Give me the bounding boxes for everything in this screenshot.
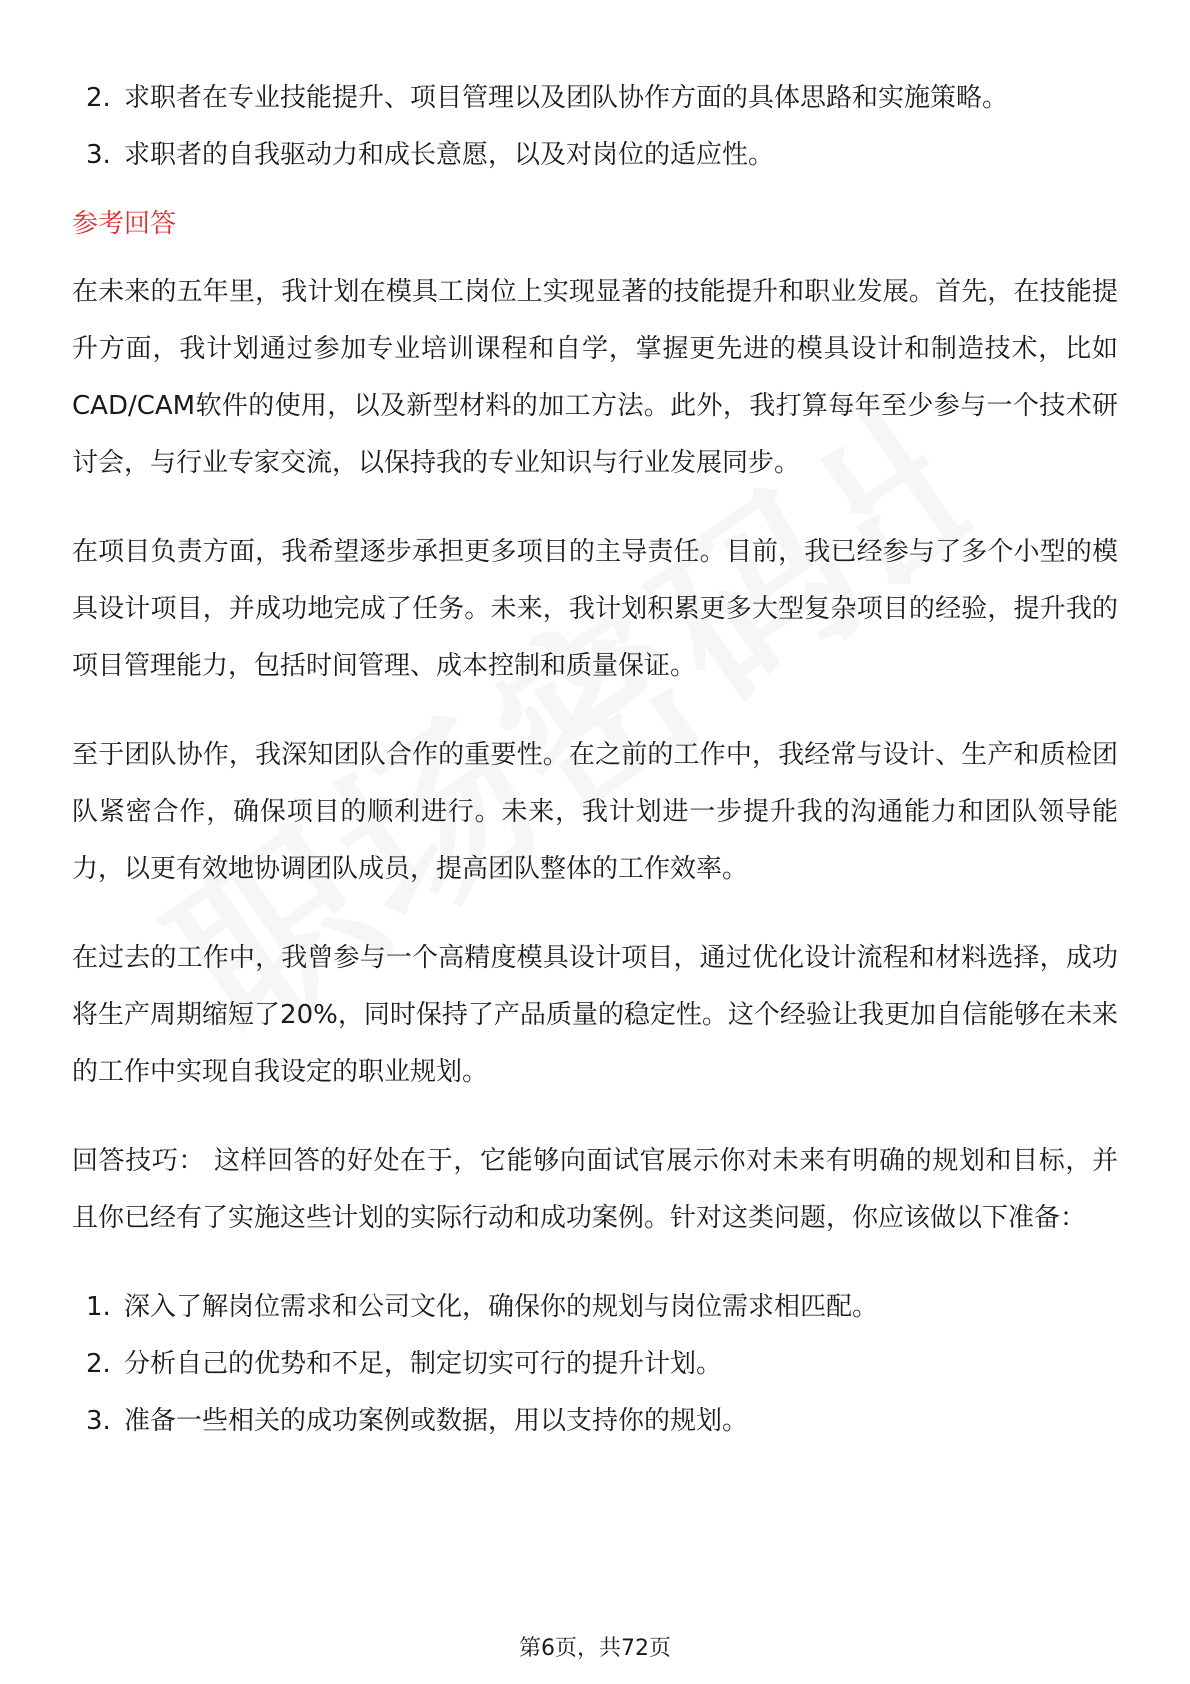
paragraph-skills: 在未来的五年里，我计划在模具工岗位上实现显著的技能提升和职业发展。首先，在技能提升方面，我计划通过参加专业培训课程和自学，掌握更先进的模具设计和制造技术，比如CAD/CAM软件的使用，以及新型材料的加工方法。此外，我打算每年至少参与一个技术研讨会，与行业专家交流，以保持我的专业知识与行业发展同步。: [72, 277, 1118, 478]
top-numbered-list: [72, 70, 1118, 184]
list-item-text: 准备一些相关的成功案例或数据，用以支持你的规划。: [124, 1406, 749, 1436]
list-item-number: 2.: [86, 83, 111, 113]
paragraph-answer-tips: 回答技巧： 这样回答的好处在于，它能够向面试官展示你对未来有明确的规划和目标，并且你已经有了实施这些计划的实际行动和成功案例。针对这类问题，你应该做以下准备：: [72, 1146, 1118, 1233]
list-item-number: 2.: [86, 1349, 111, 1379]
paragraph-projects: 在项目负责方面，我希望逐步承担更多项目的主导责任。目前，我已经参与了多个小型的模具设计项目，并成功地完成了任务。未来，我计划积累更多大型复杂项目的经验，提升我的项目管理能力，包括时间管理、成本控制和质量保证。: [72, 537, 1118, 681]
section-heading: 参考回答: [72, 209, 177, 239]
list-item-number: 3.: [86, 140, 111, 170]
paragraph-experience: 在过去的工作中，我曾参与一个高精度模具设计项目，通过优化设计流程和材料选择，成功将生产周期缩短了20%，同时保持了产品质量的稳定性。这个经验让我更加自信能够在未来的工作中实现自我设定的职业规划。: [72, 943, 1118, 1087]
page-footer: 第6页，共72页: [519, 1636, 671, 1661]
bottom-numbered-list: [72, 1279, 1118, 1450]
list-item-text: 深入了解岗位需求和公司文化，确保你的规划与岗位需求相匹配。: [124, 1292, 879, 1322]
list-item-number: 1.: [86, 1292, 111, 1322]
list-item: [72, 1279, 1118, 1336]
list-item-text: 分析自己的优势和不足，制定切实可行的提升计划。: [124, 1349, 723, 1379]
document-page: [72, 70, 1118, 1450]
paragraph-teamwork: 至于团队协作，我深知团队合作的重要性。在之前的工作中，我经常与设计、生产和质检团队紧密合作，确保项目的顺利进行。未来，我计划进一步提升我的沟通能力和团队领导能力，以更有效地协调团队成员，提高团队整体的工作效率。: [72, 740, 1118, 884]
list-item-number: 3.: [86, 1406, 111, 1436]
list-item: [72, 1393, 1118, 1450]
list-item: [72, 1336, 1118, 1393]
list-item-text: 求职者在专业技能提升、项目管理以及团队协作方面的具体思路和实施策略。: [124, 83, 1009, 113]
list-item: [72, 70, 1118, 127]
list-item: [72, 127, 1118, 184]
list-item-text: 求职者的自我驱动力和成长意愿，以及对岗位的适应性。: [124, 140, 775, 170]
